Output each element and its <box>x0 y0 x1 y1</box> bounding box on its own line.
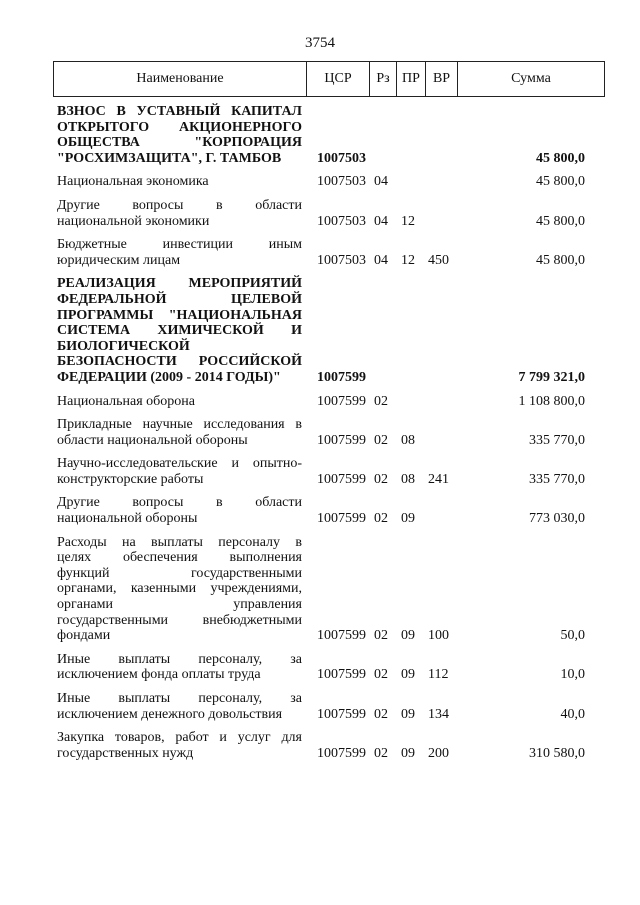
row-rz: 02 <box>374 745 388 761</box>
row-rz: 04 <box>374 213 388 229</box>
row-name-line: Национальная оборона <box>57 393 195 409</box>
row-name-line: национальной экономики <box>57 213 210 229</box>
row-csr: 1007599 <box>317 745 366 761</box>
table-row <box>53 495 605 526</box>
row-name-line: Научно-исследовательские и опытно- <box>57 456 302 472</box>
row-rz: 04 <box>374 252 388 268</box>
row-rz: 02 <box>374 393 388 409</box>
table-body <box>53 97 605 761</box>
row-sum: 10,0 <box>560 667 585 683</box>
row-name <box>53 198 305 229</box>
row-sum: 1 108 800,0 <box>518 393 585 409</box>
row-rz: 02 <box>374 511 388 527</box>
row-vr: 112 <box>428 667 449 683</box>
row-rz: 02 <box>374 471 388 487</box>
row-pr: 09 <box>401 667 415 683</box>
table-row <box>53 198 605 229</box>
page-number: 3754 <box>305 35 335 51</box>
row-name-line: функций государственными <box>57 565 302 581</box>
row-sum: 45 800,0 <box>536 213 585 229</box>
row-pr: 12 <box>401 213 415 229</box>
row-vr: 241 <box>428 471 449 487</box>
table-row <box>53 237 605 268</box>
row-name-line: Иные выплаты персоналу, за <box>57 691 302 706</box>
row-name-line: исключением денежного довольствия <box>57 706 283 722</box>
row-name-line: ФЕДЕРАЛЬНОЙ ЦЕЛЕВОЙ <box>57 291 302 307</box>
row-name-line: ПРОГРАММЫ "НАЦИОНАЛЬНАЯ <box>57 307 302 323</box>
row-name-line: Расходы на выплаты персоналу в <box>57 534 302 550</box>
row-csr: 1007599 <box>317 393 366 409</box>
row-name-line: государственными внебюджетными <box>57 612 302 628</box>
row-sum: 45 800,0 <box>536 252 585 268</box>
row-sum: 310 580,0 <box>529 745 585 761</box>
row-csr: 1007599 <box>317 511 366 527</box>
row-name <box>53 276 305 385</box>
row-csr: 1007503 <box>317 174 366 190</box>
row-vr: 450 <box>428 252 449 268</box>
row-name-line: "РОСХИМЗАЩИТА", Г. ТАМБОВ <box>57 150 282 166</box>
row-rz: 04 <box>374 174 388 190</box>
row-pr: 12 <box>401 252 415 268</box>
row-name-line: фондами <box>57 628 111 644</box>
row-csr: 1007503 <box>317 213 366 229</box>
row-sum: 45 800,0 <box>536 150 585 166</box>
row-rz: 02 <box>374 628 388 644</box>
row-sum: 335 770,0 <box>529 471 585 487</box>
row-name <box>53 652 305 683</box>
row-sum: 50,0 <box>560 628 585 644</box>
row-name-line: целях обеспечения выполнения <box>57 550 302 566</box>
row-name <box>53 456 305 487</box>
row-csr: 1007599 <box>317 628 366 644</box>
row-name-line: Прикладные научные исследования в <box>57 417 302 433</box>
row-name-line: БЕЗОПАСНОСТИ РОССИЙСКОЙ <box>57 354 302 370</box>
table-row <box>53 104 605 166</box>
row-vr: 100 <box>428 628 449 644</box>
row-sum: 335 770,0 <box>529 432 585 448</box>
row-sum: 45 800,0 <box>536 174 585 190</box>
column-header-name: Наименование <box>136 71 224 86</box>
column-header-csr: ЦСР <box>306 62 369 96</box>
table-header <box>53 61 605 97</box>
row-name-line: СИСТЕМА ХИМИЧЕСКОЙ И <box>57 323 302 339</box>
row-rz: 02 <box>374 706 388 722</box>
row-pr: 08 <box>401 432 415 448</box>
row-name-line: ОТКРЫТОГО АКЦИОНЕРНОГО <box>57 119 302 135</box>
row-csr: 1007599 <box>317 667 366 683</box>
row-pr: 09 <box>401 745 415 761</box>
row-vr: 200 <box>428 745 449 761</box>
row-pr: 09 <box>401 706 415 722</box>
row-name-line: ФЕДЕРАЦИИ (2009 - 2014 ГОДЫ)" <box>57 369 281 385</box>
column-header-rz: Рз <box>369 62 396 96</box>
row-rz: 02 <box>374 432 388 448</box>
row-csr: 1007503 <box>317 252 366 268</box>
table-row <box>53 456 605 487</box>
column-header-pr: ПР <box>396 62 425 96</box>
row-name <box>53 691 305 722</box>
row-sum: 773 030,0 <box>529 511 585 527</box>
row-name-line: ОБЩЕСТВА "КОРПОРАЦИЯ <box>57 135 302 151</box>
row-sum: 40,0 <box>560 706 585 722</box>
row-name-line: национальной обороны <box>57 511 198 527</box>
row-name-line: области национальной обороны <box>57 432 248 448</box>
row-name-line: Иные выплаты персоналу, за <box>57 651 302 667</box>
row-name-line: РЕАЛИЗАЦИЯ МЕРОПРИЯТИЙ <box>57 276 302 292</box>
row-name-line: конструкторские работы <box>57 471 204 487</box>
table-row <box>53 691 605 722</box>
row-csr: 1007599 <box>317 369 366 385</box>
row-csr: 1007599 <box>317 471 366 487</box>
row-name-line: исключением фонда оплаты труда <box>57 667 261 683</box>
row-name <box>53 104 305 166</box>
row-pr: 09 <box>401 628 415 644</box>
row-name-line: органами управления <box>57 597 302 613</box>
row-name-line: Национальная экономика <box>57 174 209 190</box>
row-name-line: БИОЛОГИЧЕСКОЙ <box>57 338 190 354</box>
row-csr: 1007503 <box>317 150 366 166</box>
row-name <box>53 394 305 410</box>
table-row <box>53 417 605 448</box>
table-row <box>53 394 605 410</box>
row-name <box>53 417 305 448</box>
column-header-sum: Сумма <box>457 62 604 96</box>
row-name-line: Другие вопросы в области <box>57 197 302 213</box>
row-name <box>53 495 305 526</box>
table-row <box>53 730 605 761</box>
row-pr: 09 <box>401 511 415 527</box>
row-name-line: Другие вопросы в области <box>57 495 302 511</box>
row-vr: 134 <box>428 706 449 722</box>
row-name-line: Закупка товаров, работ и услуг для <box>57 730 302 746</box>
column-header-vr: ВР <box>425 62 457 96</box>
table-row <box>53 174 605 190</box>
row-name-line: государственных нужд <box>57 745 194 761</box>
row-name <box>53 535 305 644</box>
table-row <box>53 652 605 683</box>
row-rz: 02 <box>374 667 388 683</box>
row-name-line: юридическим лицам <box>57 252 181 268</box>
row-csr: 1007599 <box>317 706 366 722</box>
row-sum: 7 799 321,0 <box>518 369 585 385</box>
row-name <box>53 237 305 268</box>
row-name <box>53 174 305 190</box>
row-name-line: Бюджетные инвестиции иным <box>57 237 302 253</box>
table-row <box>53 276 605 385</box>
row-name-line: ВЗНОС В УСТАВНЫЙ КАПИТАЛ <box>57 104 302 119</box>
table-row <box>53 535 605 644</box>
row-name-line: органами, казенными учреждениями, <box>57 581 302 597</box>
row-csr: 1007599 <box>317 432 366 448</box>
row-pr: 08 <box>401 471 415 487</box>
row-name <box>53 730 305 761</box>
